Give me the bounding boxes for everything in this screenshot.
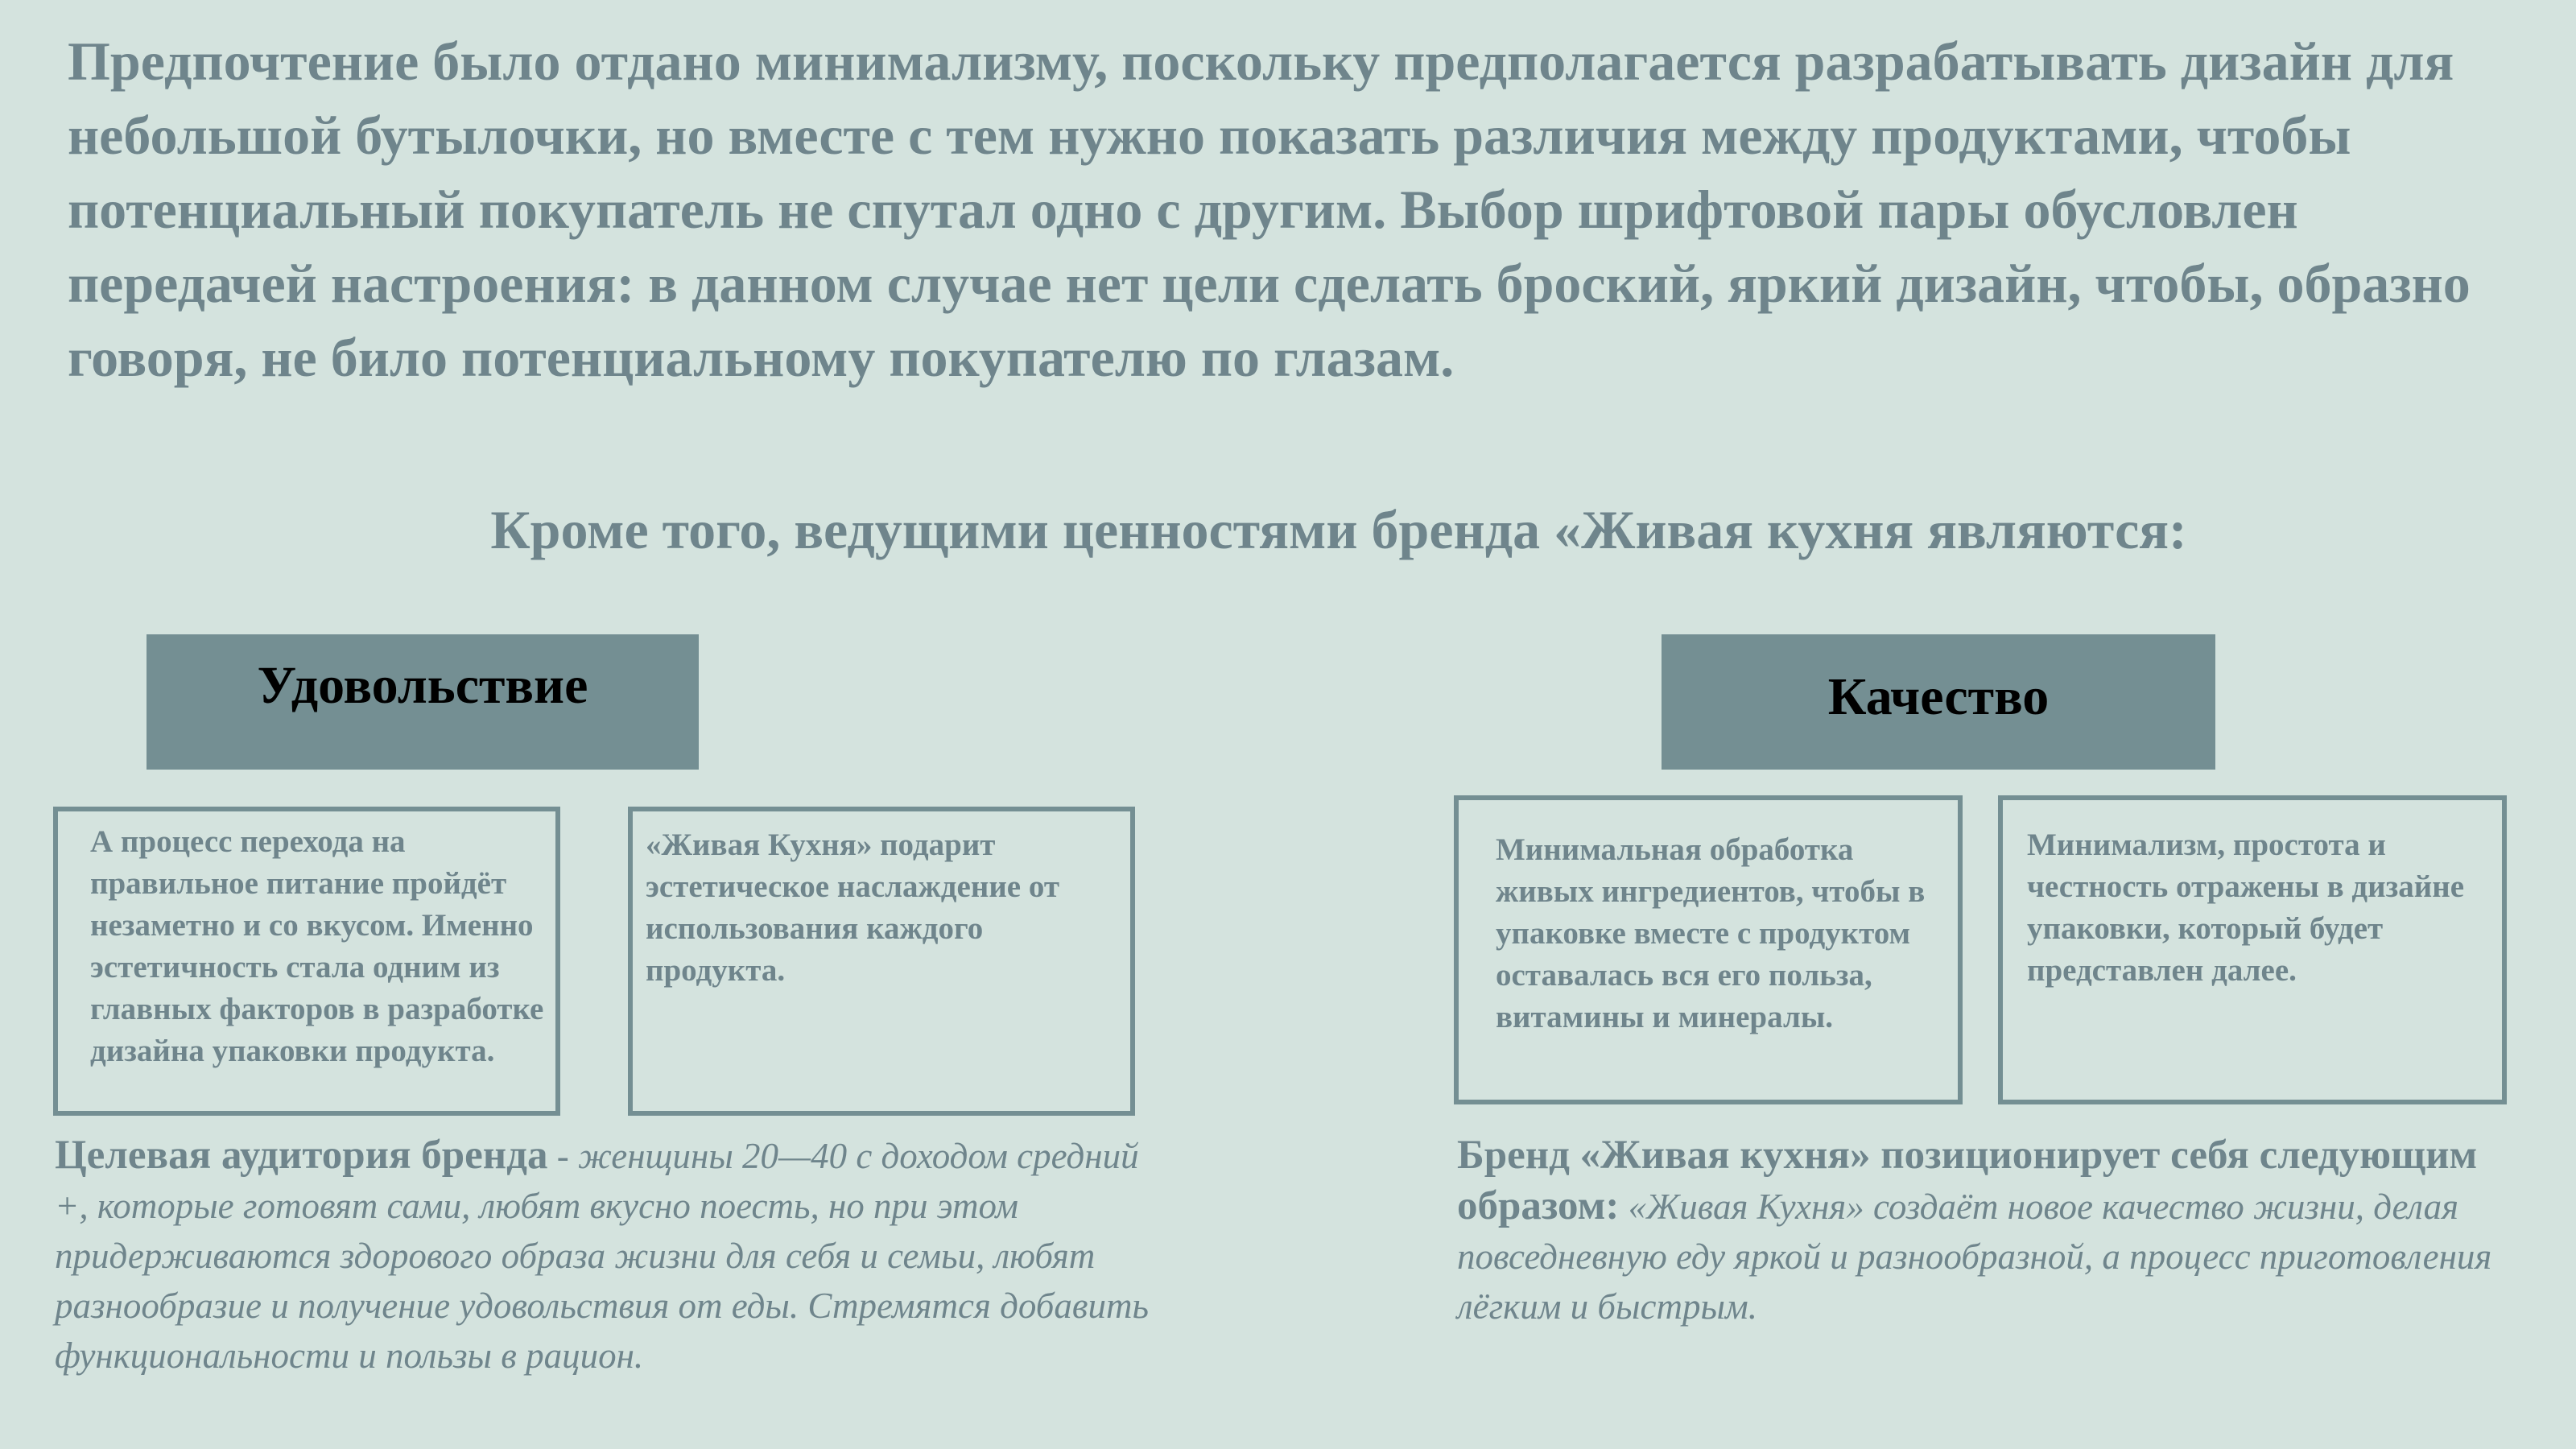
value-pleasure-title: Удовольствие [147, 634, 699, 770]
value-quality-title: Качество [1662, 634, 2215, 770]
quality-card-minimalism: Минимализм, простота и честность отражены в дизайне упаковки, который будет представлен далее. [1998, 795, 2507, 1104]
target-audience-lead: Целевая аудитория бренда [55, 1133, 548, 1178]
values-heading: Кроме того, ведущими ценностями бренда «Живая кухня являются: [490, 499, 2187, 560]
intro-paragraph: Предпочтение было отдано минимализму, поскольку предполагается разрабатывать дизайн для небольшой бутылочки, но вместе с тем нужно показать различия между продуктами, чтобы потенциальный покупатель не спутал одно с другим. Выбор шрифтовой пары обусловлен передачей настроения: в данном случае нет цели сделать броский, яркий дизайн, чтобы, образно говоря, не било потенциальному покупателю по глазам. [68, 31, 2471, 388]
pleasure-card-aesthetic: «Живая Кухня» подарит эстетическое наслаждение от использования каждого продукта. [628, 807, 1135, 1116]
target-audience-note [55, 1130, 1166, 1381]
brand-positioning-lead: Бренд «Живая кухня» позиционирует себя следующим образом: [1457, 1133, 2478, 1228]
quality-card-processing: Минимальная обработка живых ингредиентов, чтобы в упаковке вместе с продуктом оставалась вся его польза, витамины и минералы. [1454, 795, 1963, 1104]
pleasure-card-process: А процесс перехода на правильное питание пройдёт незаметно и со вкусом. Именно эстетичность стала одним из главных факторов в разработке дизайна упаковки продукта. [53, 807, 560, 1116]
brand-positioning-text: «Живая Кухня» создаёт новое качество жизни, делая повседневную еду яркой и разнообразной, а процесс приготовления лёгким и быстрым. [1457, 1187, 2492, 1327]
brand-positioning-note [1457, 1130, 2496, 1331]
target-audience-text: - женщины 20—40 с доходом средний +, которые готовят сами, любят вкусно поесть, но при этом придерживаются здорового образа жизни для себя и семьи, любят разнообразие и получение удовольствия от еды. Стремятся добавить функциональности и пользы в рацион. [55, 1136, 1149, 1376]
